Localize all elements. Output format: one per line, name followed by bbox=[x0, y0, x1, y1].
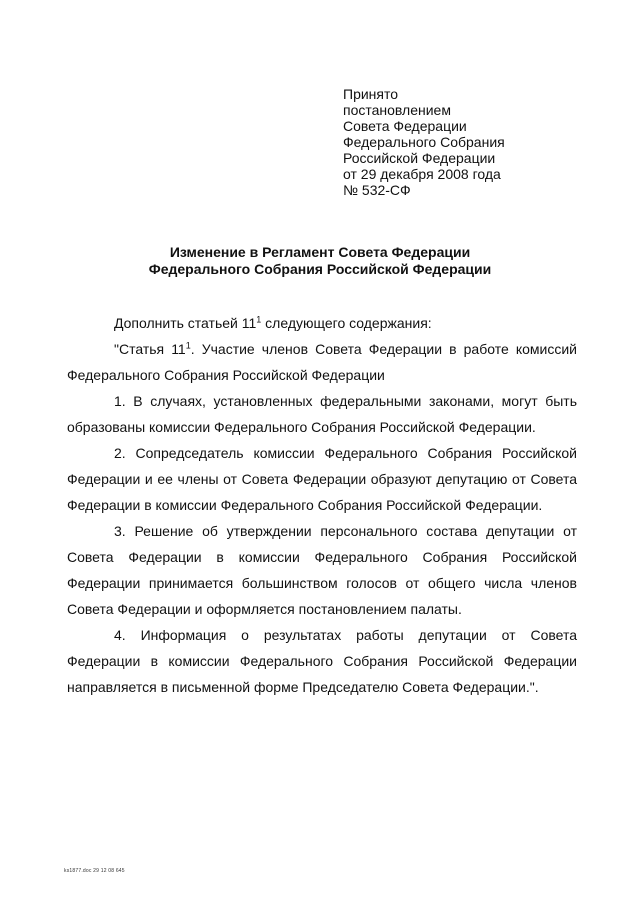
paragraph-3: 3. Решение об утверждении персонального состава депутации от Совета Федерации в комиссии Федерального Собрания Российской Федерации принимается большинством голосов от общего числа членов Совета Федерации и оформляется постановлением палаты. bbox=[67, 523, 577, 617]
paragraph-4: 4. Информация о результатах работы депутации от Совета Федерации в комиссии Федерального Собрания Российской Федерации направляется в письменной форме Председателю Совета Федерации.". bbox=[67, 627, 577, 695]
file-code-footer: ks1877.doc 29 12 08 645 bbox=[64, 868, 125, 874]
adoption-line: Принято bbox=[343, 86, 399, 102]
adoption-line: постановлением bbox=[343, 102, 451, 118]
adoption-note bbox=[343, 86, 623, 198]
intro-paragraph: Дополнить статьей $11^1$ следующего содержания: bbox=[114, 314, 432, 331]
article-heading: "Статья $11^1$. Участие членов Совета Федерации в работе комиссий Федерального Собрания Российской Федерации bbox=[67, 340, 577, 383]
document-title-line-1: Изменение в Регламент Совета Федерации bbox=[169, 244, 471, 260]
adoption-line: № 532-СФ bbox=[343, 182, 411, 198]
paragraph-2: 2. Сопредседатель комиссии Федерального Собрания Российской Федерации и ее члены от Совета Федерации образуют депутацию от Совета Федерации в комиссии Федерального Собрания Российской Федерации. bbox=[67, 445, 577, 513]
document-title-line-2: Федерального Собрания Российской Федерации bbox=[148, 261, 492, 277]
superscript: 1 bbox=[256, 314, 262, 325]
paragraph-1: 1. В случаях, установленных федеральными законами, могут быть образованы комиссии Федерального Собрания Российской Федерации. bbox=[67, 393, 577, 435]
adoption-line: Российской Федерации bbox=[343, 150, 496, 166]
adoption-line: от 29 декабря 2008 года bbox=[343, 166, 501, 182]
superscript: 1 bbox=[185, 340, 191, 351]
document-body bbox=[67, 310, 577, 700]
adoption-line: Федерального Собрания bbox=[343, 134, 505, 150]
adoption-line: Совета Федерации bbox=[343, 118, 467, 134]
